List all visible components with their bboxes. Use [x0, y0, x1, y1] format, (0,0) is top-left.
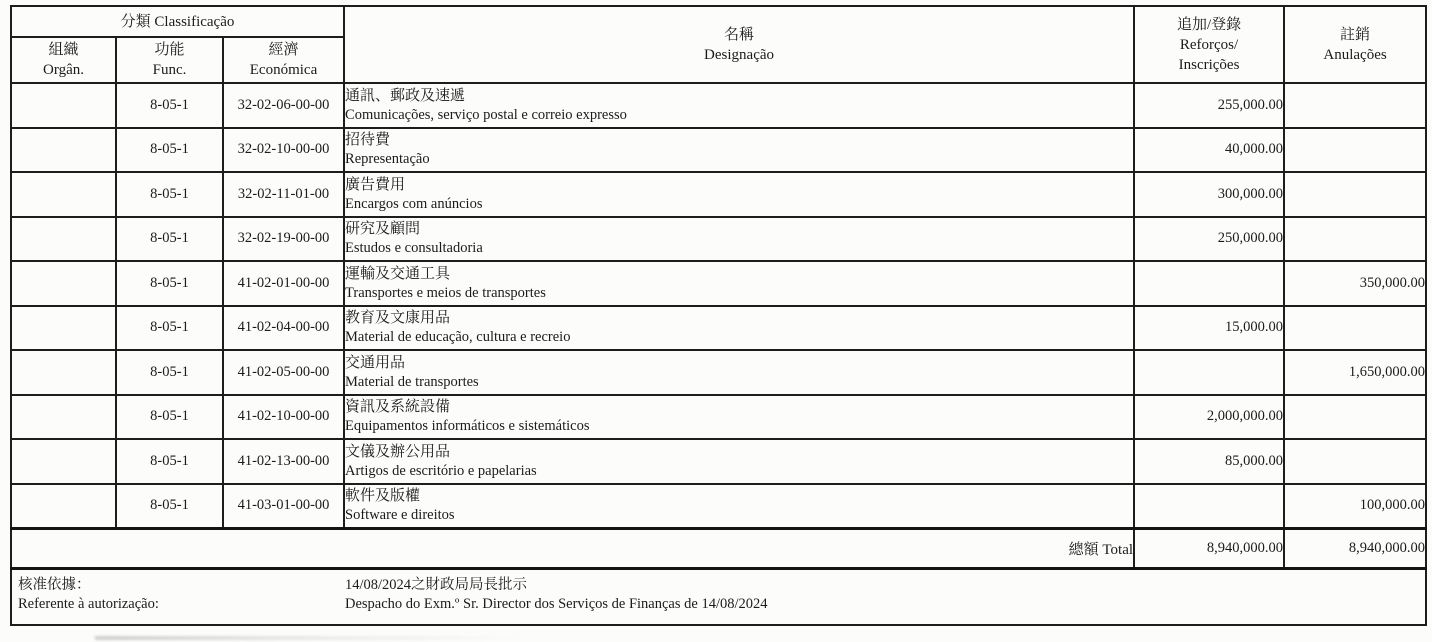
header-anulacoes-zh: 註銷 [1340, 26, 1371, 43]
total-anulacoes: 8,940,000.00 [1284, 528, 1426, 568]
designation-pt: Comunicações, serviço postal e correio expresso [345, 106, 627, 123]
econ-cell: 41-02-01-00-00 [223, 261, 344, 306]
authorization-label [18, 576, 159, 614]
reforcos-cell: 40,000.00 [1134, 128, 1284, 173]
table-footer [11, 528, 1426, 625]
func-cell: 8-05-1 [116, 172, 223, 217]
econ-cell: 41-02-04-00-00 [223, 306, 344, 351]
designation-zh: 招待費 [345, 132, 391, 149]
anulacoes-cell [1284, 172, 1426, 217]
header-designation [344, 6, 1134, 83]
econ-cell: 41-02-05-00-00 [223, 350, 344, 395]
table-row [11, 306, 1426, 351]
header-func-pt: Func. [152, 62, 187, 78]
econ-cell: 32-02-06-00-00 [223, 83, 344, 128]
designation-cell [344, 350, 1134, 395]
designation-zh: 廣告費用 [345, 176, 406, 193]
designation-cell [344, 217, 1134, 262]
header-reforcos-zh: 追加/登錄 [1176, 16, 1242, 33]
func-cell: 8-05-1 [116, 350, 223, 395]
anulacoes-cell [1284, 217, 1426, 262]
authorization-row [11, 568, 1426, 625]
authorization-value-pt: Despacho do Exm.º Sr. Director dos Serviços de Finanças de 14/08/2024 [345, 595, 768, 612]
designation-zh: 資訊及系統設備 [345, 399, 451, 416]
anulacoes-cell [1284, 395, 1426, 440]
designation-cell [344, 261, 1134, 306]
total-reforcos: 8,940,000.00 [1134, 528, 1284, 568]
authorization-value-zh: 14/08/2024之財政局局長批示 [345, 576, 528, 593]
table-row [11, 350, 1426, 395]
econ-cell: 41-03-01-00-00 [223, 484, 344, 529]
table-row [11, 172, 1426, 217]
designation-cell [344, 439, 1134, 484]
total-row [11, 528, 1426, 568]
func-cell: 8-05-1 [116, 484, 223, 529]
func-cell: 8-05-1 [116, 217, 223, 262]
anulacoes-cell [1284, 306, 1426, 351]
table-row [11, 261, 1426, 306]
header-anulacoes [1284, 6, 1426, 83]
table-row [11, 439, 1426, 484]
designation-pt: Representação [345, 151, 430, 168]
table-row [11, 128, 1426, 173]
organ-cell [11, 172, 116, 217]
table-row [11, 484, 1426, 529]
reforcos-cell [1134, 484, 1284, 529]
header-organ-pt: Orgân. [43, 62, 84, 78]
organ-cell [11, 261, 116, 306]
designation-zh: 研究及顧問 [345, 221, 421, 238]
designation-cell [344, 484, 1134, 529]
organ-cell [11, 350, 116, 395]
reforcos-cell: 2,000,000.00 [1134, 395, 1284, 440]
func-cell: 8-05-1 [116, 395, 223, 440]
organ-cell [11, 439, 116, 484]
authorization-label-zh: 核准依據： [18, 576, 91, 593]
organ-cell [11, 306, 116, 351]
organ-cell [11, 484, 116, 529]
reforcos-cell: 300,000.00 [1134, 172, 1284, 217]
header-econ-zh: 經濟 [268, 42, 299, 58]
designation-pt: Software e direitos [345, 507, 455, 523]
header-designation-zh: 名稱 [724, 26, 755, 43]
designation-zh: 通訊、郵政及速遞 [345, 87, 466, 104]
table-body [11, 83, 1426, 528]
designation-pt: Equipamentos informáticos e sistemáticos [345, 418, 590, 435]
header-reforcos [1134, 6, 1284, 83]
econ-cell: 41-02-13-00-00 [223, 439, 344, 484]
header-func-zh: 功能 [154, 42, 185, 58]
designation-zh: 文儀及辦公用品 [345, 443, 451, 460]
organ-cell [11, 217, 116, 262]
table-header [11, 6, 1426, 83]
authorization-cell [11, 568, 1426, 625]
econ-cell: 32-02-19-00-00 [223, 217, 344, 262]
header-reforcos-pt1: Reforços/ [1179, 36, 1239, 53]
authorization-value [345, 576, 768, 614]
budget-amendment-table [10, 5, 1427, 626]
designation-zh: 交通用品 [345, 354, 406, 371]
header-reforcos-pt2: Inscrições [1178, 56, 1240, 73]
designation-cell [344, 172, 1134, 217]
header-econ [223, 37, 344, 83]
designation-cell [344, 83, 1134, 128]
organ-cell [11, 128, 116, 173]
designation-zh: 軟件及版權 [345, 488, 421, 504]
designation-zh: 教育及文康用品 [345, 310, 451, 327]
reforcos-cell: 250,000.00 [1134, 217, 1284, 262]
econ-cell: 32-02-10-00-00 [223, 128, 344, 173]
anulacoes-cell [1284, 83, 1426, 128]
designation-pt: Transportes e meios de transportes [345, 284, 546, 301]
header-classification: 分類 Classificação [11, 6, 344, 37]
anulacoes-cell: 350,000.00 [1284, 261, 1426, 306]
header-organ-zh: 組織 [48, 42, 79, 58]
designation-pt: Material de educação, cultura e recreio [345, 329, 571, 346]
func-cell: 8-05-1 [116, 261, 223, 306]
table-row [11, 395, 1426, 440]
designation-pt: Artigos de escritório e papelarias [345, 462, 537, 479]
designation-pt: Material de transportes [345, 373, 479, 390]
func-cell: 8-05-1 [116, 83, 223, 128]
table-row [11, 217, 1426, 262]
scanner-smudge-artifact [95, 636, 525, 640]
reforcos-cell: 15,000.00 [1134, 306, 1284, 351]
reforcos-cell [1134, 261, 1284, 306]
designation-cell [344, 128, 1134, 173]
anulacoes-cell [1284, 439, 1426, 484]
anulacoes-cell: 1,650,000.00 [1284, 350, 1426, 395]
econ-cell: 41-02-10-00-00 [223, 395, 344, 440]
func-cell: 8-05-1 [116, 439, 223, 484]
econ-cell: 32-02-11-01-00 [223, 172, 344, 217]
designation-zh: 運輸及交通工具 [345, 265, 451, 282]
header-organ [11, 37, 116, 83]
designation-cell [344, 306, 1134, 351]
reforcos-cell: 85,000.00 [1134, 439, 1284, 484]
authorization-label-pt: Referente à autorização: [18, 595, 159, 612]
func-cell: 8-05-1 [116, 128, 223, 173]
header-anulacoes-pt: Anulações [1323, 46, 1387, 63]
table-row [11, 83, 1426, 128]
reforcos-cell: 255,000.00 [1134, 83, 1284, 128]
designation-pt: Encargos com anúncios [345, 195, 483, 212]
reforcos-cell [1134, 350, 1284, 395]
header-econ-pt: Económica [249, 62, 318, 78]
organ-cell [11, 395, 116, 440]
header-designation-pt: Designação [704, 46, 775, 63]
anulacoes-cell [1284, 128, 1426, 173]
designation-cell [344, 395, 1134, 440]
anulacoes-cell: 100,000.00 [1284, 484, 1426, 529]
designation-pt: Estudos e consultadoria [345, 240, 483, 257]
header-func [116, 37, 223, 83]
organ-cell [11, 83, 116, 128]
func-cell: 8-05-1 [116, 306, 223, 351]
total-label: 總額 Total [11, 528, 1134, 568]
